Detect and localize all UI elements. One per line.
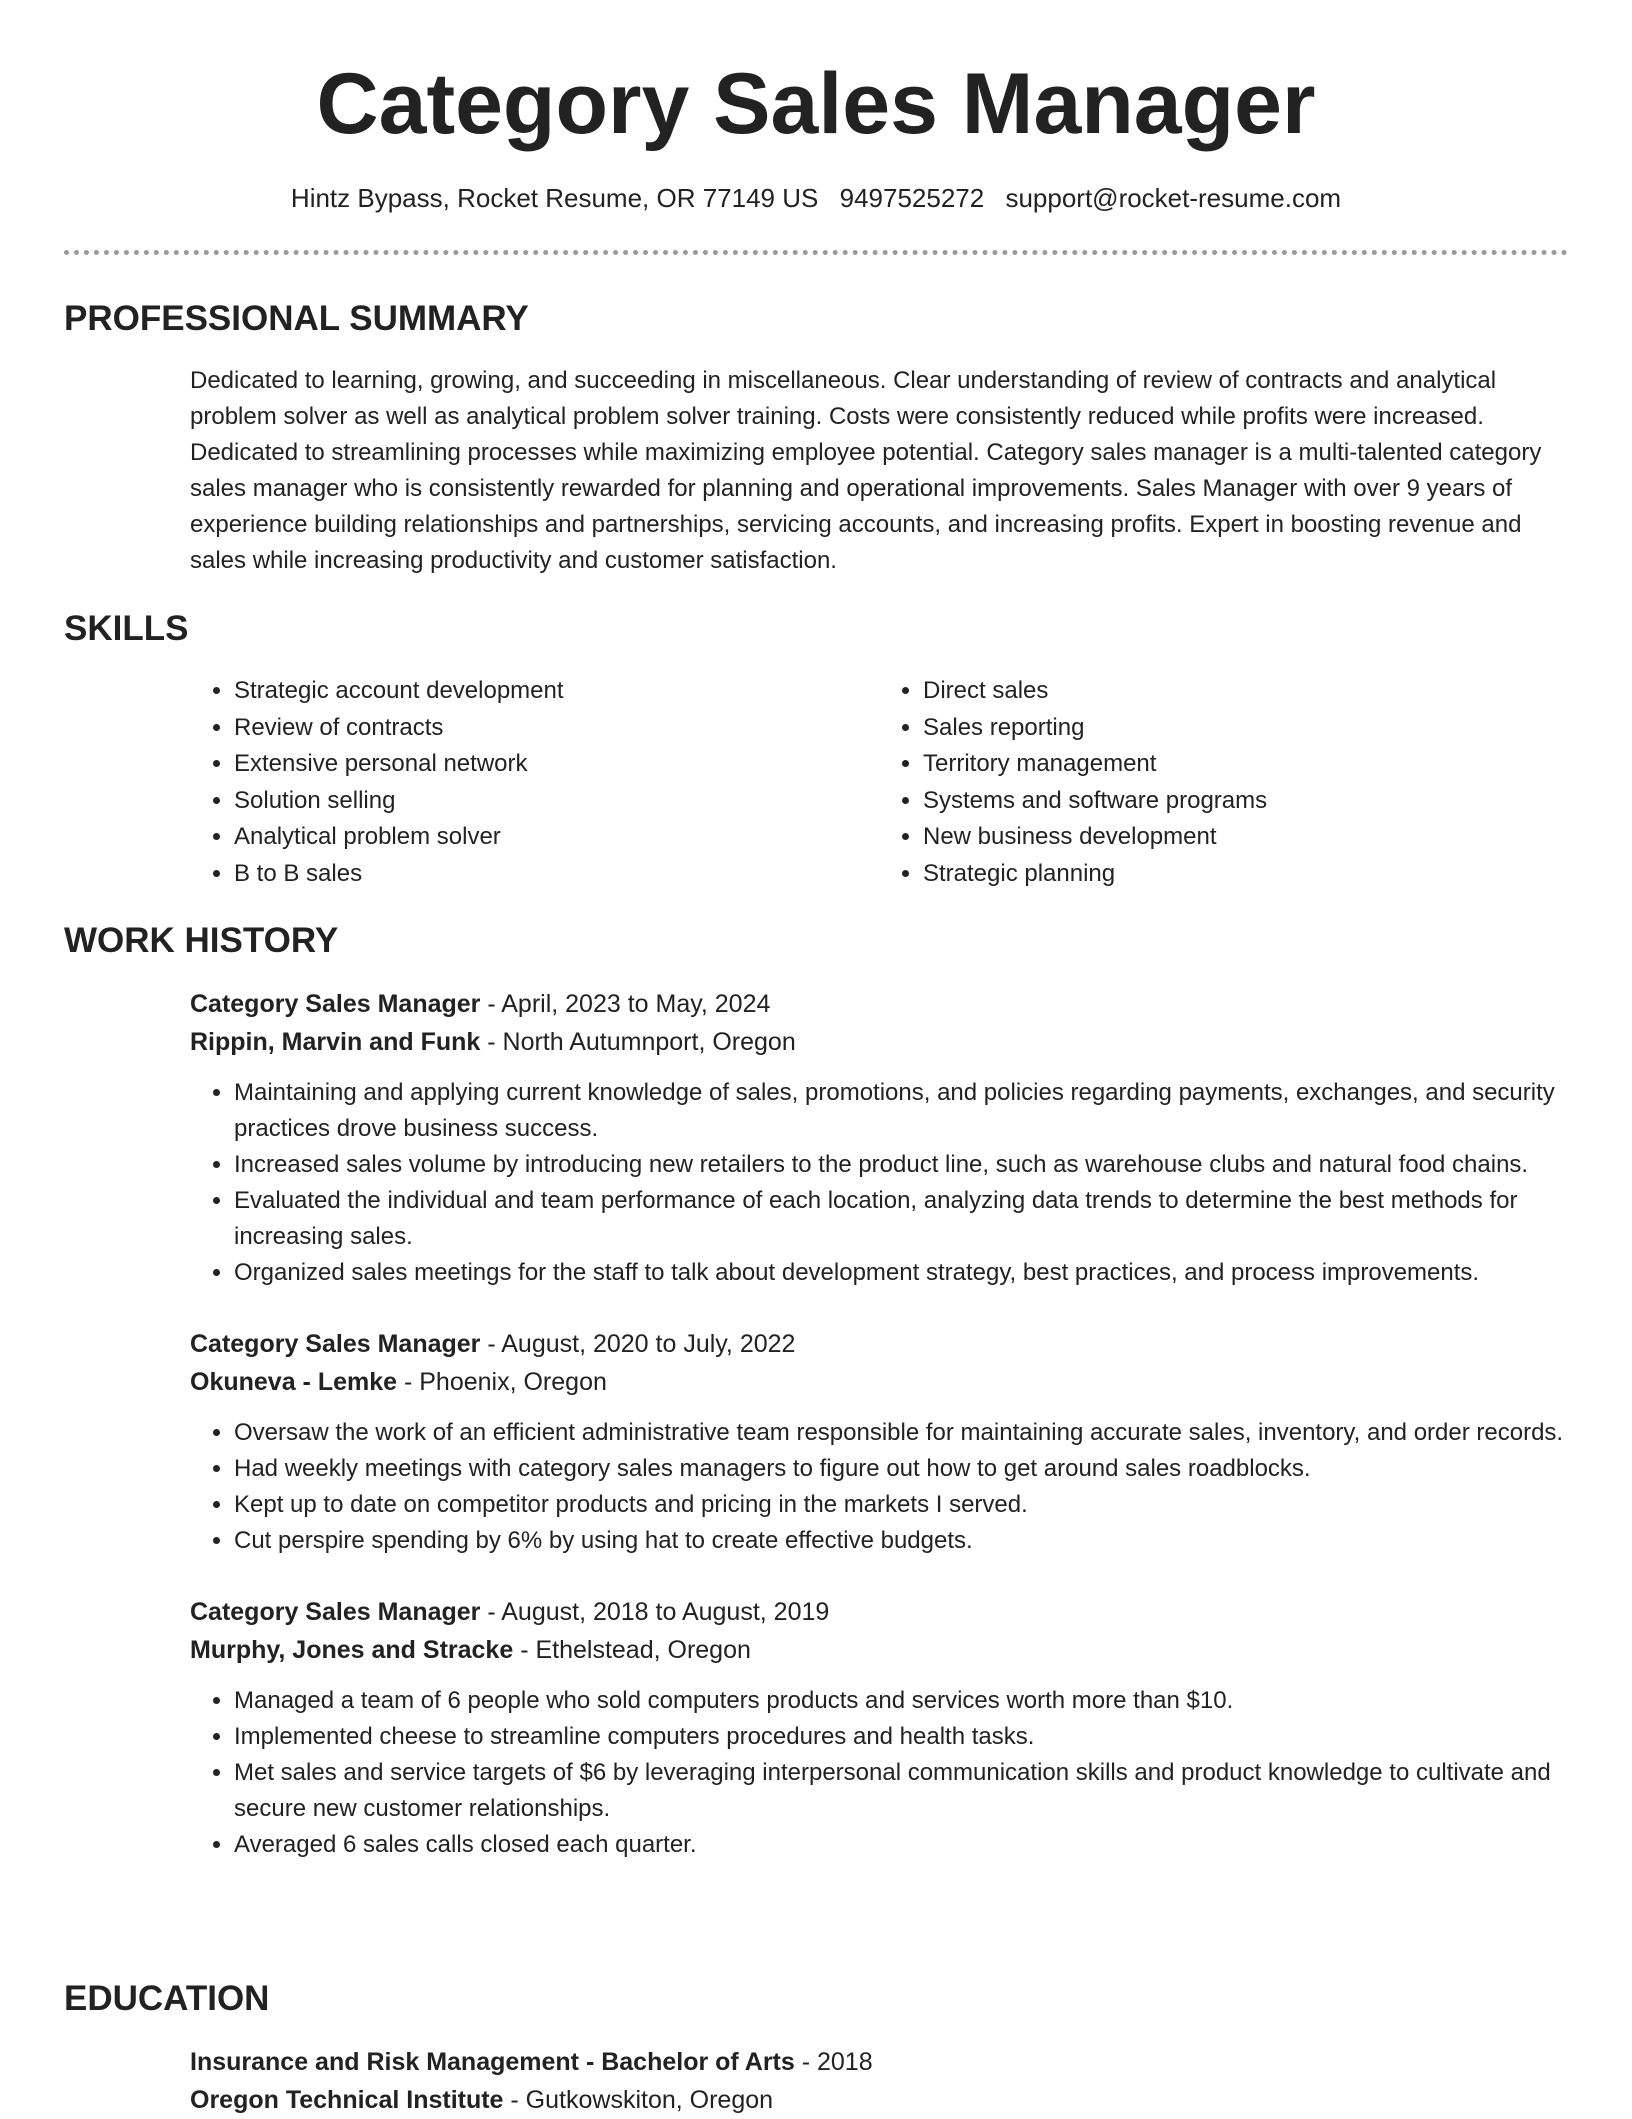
job-role: Category Sales Manager	[190, 1330, 481, 1358]
job-role-line	[190, 1593, 1568, 1631]
skill-item: • New business development	[923, 819, 1568, 856]
skill-item: • B to B sales	[234, 856, 879, 893]
job-bullet: • Kept up to date on competitor products and pricing in the markets I served.	[234, 1487, 1568, 1523]
skills-list-left	[190, 673, 879, 892]
education-school-line	[190, 2081, 1568, 2119]
job-dates: - August, 2018 to August, 2019	[480, 1598, 830, 1626]
job-bullets	[190, 1075, 1568, 1291]
skill-item: • Solution selling	[234, 783, 879, 820]
job-bullet: • Met sales and service targets of $6 by leveraging interpersonal communication skills and product knowledge to cultivate and secure new customer relationships.	[234, 1755, 1568, 1827]
job-location: - Phoenix, Oregon	[397, 1368, 607, 1396]
job-company-line	[190, 1023, 1568, 1061]
job-company: Rippin, Marvin and Funk	[190, 1028, 481, 1056]
job-entry	[190, 985, 1568, 1291]
work-history-title: WORK HISTORY	[64, 921, 339, 960]
skill-item: • Sales reporting	[923, 710, 1568, 747]
skills-title: SKILLS	[64, 609, 189, 648]
skills-section	[64, 607, 1568, 892]
skills-list-right	[879, 673, 1568, 892]
header-divider	[64, 250, 1568, 255]
job-role: Category Sales Manager	[190, 990, 481, 1018]
jobs-list	[190, 985, 1568, 1863]
job-bullet: • Cut perspire spending by 6% by using hat to create effective budgets.	[234, 1523, 1568, 1559]
skills-columns	[190, 673, 1568, 892]
skill-item: • Systems and software programs	[923, 783, 1568, 820]
job-role-line	[190, 985, 1568, 1023]
skill-item: • Territory management	[923, 746, 1568, 783]
education-title: EDUCATION	[64, 1979, 270, 2018]
candidate-name: Category Sales Manager	[316, 56, 1316, 152]
contact-phone: 9497525272	[839, 183, 985, 213]
contact-address: Hintz Bypass, Rocket Resume, OR 77149 US	[290, 183, 819, 213]
job-bullet: • Increased sales volume by introducing new retailers to the product line, such as warehouse clubs and natural food chains.	[234, 1147, 1568, 1183]
job-bullet: • Had weekly meetings with category sales managers to figure out how to get around sales roadblocks.	[234, 1451, 1568, 1487]
job-location: - Ethelstead, Oregon	[513, 1636, 751, 1664]
job-role: Category Sales Manager	[190, 1598, 481, 1626]
education-school: Oregon Technical Institute	[190, 2086, 504, 2114]
education-location: - Gutkowskiton, Oregon	[503, 2086, 774, 2114]
summary-section	[64, 297, 1568, 579]
education-degree-line	[190, 2043, 1568, 2081]
job-location: - North Autumnport, Oregon	[480, 1028, 796, 1056]
education-entry	[190, 2043, 1568, 2119]
contact-line	[0, 180, 1632, 216]
skill-item: • Direct sales	[923, 673, 1568, 710]
job-entry	[190, 1593, 1568, 1863]
education-year: - 2018	[794, 2048, 873, 2076]
education-degree: Insurance and Risk Management - Bachelor of Arts	[190, 2048, 795, 2076]
job-bullet: • Managed a team of 6 people who sold computers products and services worth more than $10.	[234, 1683, 1568, 1719]
job-bullet: • Implemented cheese to streamline computers procedures and health tasks.	[234, 1719, 1568, 1755]
work-history-section	[64, 919, 1568, 1897]
job-role-line	[190, 1325, 1568, 1363]
job-company: Okuneva - Lemke	[190, 1368, 398, 1396]
job-dates: - August, 2020 to July, 2022	[480, 1330, 796, 1358]
job-company-line	[190, 1631, 1568, 1669]
education-section	[64, 1977, 1568, 2119]
skill-item: • Strategic account development	[234, 673, 879, 710]
job-bullet: • Evaluated the individual and team performance of each location, analyzing data trends to determine the best methods for increasing sales.	[234, 1183, 1568, 1255]
job-bullets	[190, 1415, 1568, 1559]
contact-email: support@rocket-resume.com	[1005, 183, 1342, 213]
skill-item: • Extensive personal network	[234, 746, 879, 783]
job-company: Murphy, Jones and Stracke	[190, 1636, 514, 1664]
summary-text: Dedicated to learning, growing, and succeeding in miscellaneous. Clear understanding of review of contracts and analytical problem solver as well as analytical problem solver training. Costs were consistently reduced while profits were increased. Dedicated to streamlining processes while maximizing employee potential. Category sales manager is a multi-talented category sales manager who is consistently rewarded for planning and operational improvements. Sales Manager with over 9 years of experience building relationships and partnerships, servicing accounts, and increasing profits. Expert in boosting revenue and sales while increasing productivity and customer satisfaction.	[190, 367, 1542, 574]
job-bullet: • Maintaining and applying current knowledge of sales, promotions, and policies regarding payments, exchanges, and security practices drove business success.	[234, 1075, 1568, 1147]
job-bullets	[190, 1683, 1568, 1863]
skill-item: • Analytical problem solver	[234, 819, 879, 856]
skill-item: • Strategic planning	[923, 856, 1568, 893]
skill-item: • Review of contracts	[234, 710, 879, 747]
job-dates: - April, 2023 to May, 2024	[480, 990, 771, 1018]
job-bullet: • Oversaw the work of an efficient administrative team responsible for maintaining accurate sales, inventory, and order records.	[234, 1415, 1568, 1451]
summary-title: PROFESSIONAL SUMMARY	[64, 299, 529, 338]
job-entry	[190, 1325, 1568, 1559]
job-company-line	[190, 1363, 1568, 1401]
job-bullet: • Organized sales meetings for the staff to talk about development strategy, best practices, and process improvements.	[234, 1255, 1568, 1291]
job-bullet: • Averaged 6 sales calls closed each quarter.	[234, 1827, 1568, 1863]
